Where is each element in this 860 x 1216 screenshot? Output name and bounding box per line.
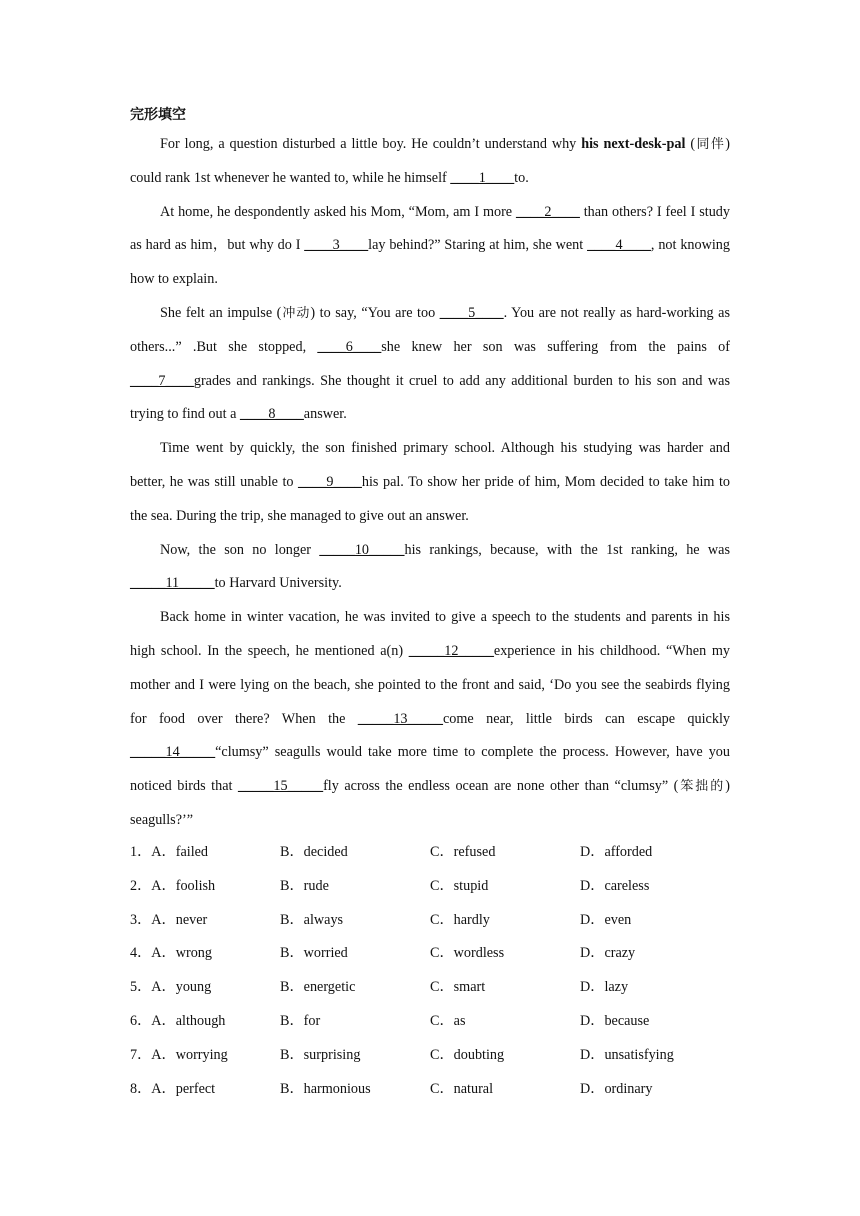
option-row [130,1073,750,1107]
option-letter: D． [580,1012,605,1029]
option-c [430,937,580,971]
text: ) to say, “You are too [310,304,440,321]
option-a [130,971,280,1005]
text: lay behind?” Staring at him, she went [368,237,588,254]
text: , not knowing how to explain. [130,237,730,288]
option-letter: B． [280,911,304,928]
option-row [130,1039,750,1073]
option-letter: D． [580,979,605,996]
question-number: 2． [130,877,152,894]
text: grades and rankings. She thought it cruel to add any additional burden to his son and was trying to find out a [130,372,730,423]
option-letter: A． [151,1012,176,1029]
option-d [580,836,730,870]
blank-15: _____15_____ [237,778,324,795]
option-row [130,971,750,1005]
blank-1: ____1____ [450,169,515,186]
option-text: energetic [303,979,356,996]
blank-4: ____4____ [587,237,651,254]
text: come near, little birds can escape quickly [442,710,730,727]
chinese-gloss: 冲动 [281,305,311,321]
option-letter: D． [580,911,605,928]
option-letter: C． [430,877,454,894]
option-row [130,1005,750,1039]
option-d [580,1073,730,1107]
blank-13: _____13_____ [357,710,443,727]
text: his rankings, because, with the 1st ranking, he was [404,541,730,558]
option-row [130,904,750,938]
cloze-passage [130,128,730,838]
option-letter: B． [280,877,304,894]
text: “clumsy” seagulls would take more time to complete the process. However, have you noticed birds that [130,744,730,795]
option-row [130,870,750,904]
text: At home, he despondently asked his Mom, “Mom, am I more [160,203,516,220]
paragraph-1 [130,128,730,196]
paragraph-6 [130,601,730,838]
option-a [130,836,280,870]
chinese-gloss: 笨拙的 [678,779,726,795]
option-text: careless [604,877,650,894]
text: Now, the son no longer [160,541,320,558]
option-letter: B． [280,1046,304,1063]
text: Time went by quickly, the son finished primary school. Although his studying was harder and better, he was still unable to [130,440,730,490]
option-c [430,971,580,1005]
option-letter: A． [151,1046,176,1063]
option-letter: C． [430,911,454,928]
section-heading: 完形填空 [130,107,186,123]
option-letter: C． [430,945,454,962]
option-letter: B． [280,979,304,996]
bold-term: his next-desk-pal [581,136,686,152]
option-b [280,836,430,870]
option-letter: B． [280,1080,304,1097]
answer-options [130,836,750,1106]
paragraph-3 [130,297,730,432]
blank-3: ____3____ [304,237,369,254]
option-text: worried [303,945,348,962]
option-letter: A． [151,911,176,928]
question-number: 4． [130,945,152,962]
text: . You are not really as hard-working as others...” .But she stopped, [130,304,730,355]
option-d [580,1039,730,1073]
option-text: failed [175,844,209,860]
option-letter: A． [151,877,176,894]
option-text: foolish [175,877,216,894]
option-d [580,870,730,904]
text: Back home in winter vacation, he was invited to give a speech to the students and parents in his high school. In the speech, he mentioned a(n) [130,609,730,659]
option-letter: C． [430,1080,454,1097]
text: his pal. To show her pride of him, Mom decided to take him to the sea. During the trip, she managed to give out an answer. [130,473,730,524]
question-number: 7． [130,1046,152,1063]
text: to. [514,169,529,186]
blank-8: ____8____ [239,406,304,423]
option-b [280,937,430,971]
option-b [280,1039,430,1073]
option-text: for [303,1012,321,1029]
text: ) seagulls?’” [130,778,730,828]
option-letter: C． [430,844,454,860]
text: she knew her son was suffering from the pains of [381,338,731,355]
text: to Harvard University. [214,575,342,592]
question-number: 6． [130,1012,152,1029]
option-a [130,1039,280,1073]
option-letter: A． [151,945,176,962]
blank-11: _____11_____ [130,575,215,592]
option-a [130,870,280,904]
blank-6: ____6____ [317,338,382,355]
option-text: doubting [453,1046,505,1063]
option-c [430,1073,580,1107]
option-c [430,1039,580,1073]
text: For long, a question disturbed a little boy. He couldn’t understand why [160,136,582,152]
blank-2: ____2____ [515,203,580,220]
option-text: decided [303,844,348,860]
option-text: unsatisfying [604,1046,674,1063]
text: than others? I feel I study as hard as him，but why do I [130,203,730,254]
option-text: worrying [175,1046,228,1063]
option-letter: C． [430,1012,454,1029]
text: ) could rank 1st whenever he wanted to, while he himself [130,136,730,186]
text: She felt an impulse ( [160,304,282,321]
question-number: 1． [130,844,152,860]
option-row [130,937,750,971]
blank-7: ____7____ [130,372,194,389]
option-text: even [604,911,632,928]
option-c [430,836,580,870]
option-text: afforded [604,844,653,860]
blank-9: ____9____ [298,473,362,490]
option-text: smart [453,979,486,996]
option-text: stupid [453,877,489,894]
option-text: harmonious [303,1080,371,1097]
text: answer. [303,406,347,423]
option-text: because [604,1012,650,1029]
option-c [430,904,580,938]
option-letter: A． [151,979,176,996]
option-letter: B． [280,844,304,860]
option-letter: A． [151,1080,176,1097]
option-b [280,971,430,1005]
option-letter: C． [430,979,454,996]
option-text: hardly [453,911,490,928]
option-text: ordinary [604,1080,653,1097]
option-letter: B． [280,945,304,962]
text: experience in his childhood. “When my mother and I were lying on the beach, she pointed to the front and said, ‘Do you see the seabirds flying for food over there? When the [130,642,730,727]
option-a [130,1005,280,1039]
option-letter: A． [151,844,176,860]
blank-12: _____12_____ [408,642,494,659]
option-text: crazy [604,945,636,962]
option-letter: D． [580,1080,605,1097]
blank-5: ____5____ [439,304,504,321]
option-text: always [303,911,344,928]
option-letter: C． [430,1046,454,1063]
option-letter: D． [580,945,605,962]
question-number: 3． [130,911,152,928]
option-a [130,904,280,938]
option-text: wordless [453,945,505,962]
option-row [130,836,750,870]
option-b [280,1005,430,1039]
option-letter: B． [280,1012,304,1029]
option-text: refused [453,844,496,860]
option-b [280,870,430,904]
blank-14: _____14_____ [130,744,216,761]
option-text: wrong [175,945,212,962]
paragraph-4 [130,432,730,533]
option-d [580,1005,730,1039]
option-text: as [453,1012,466,1029]
option-b [280,1073,430,1107]
option-text: rude [303,877,329,894]
option-d [580,937,730,971]
option-text: perfect [175,1080,216,1097]
question-number: 8． [130,1080,152,1097]
option-text: although [175,1012,226,1029]
option-b [280,904,430,938]
option-text: surprising [303,1046,361,1063]
option-a [130,937,280,971]
text: ( [685,136,696,152]
paragraph-5 [130,534,730,602]
paragraph-2 [130,196,730,297]
option-c [430,1005,580,1039]
option-text: young [175,979,212,996]
option-letter: D． [580,1046,605,1063]
option-text: natural [453,1080,494,1097]
text: fly across the endless ocean are none other than “clumsy” ( [323,778,679,795]
option-d [580,971,730,1005]
option-letter: D． [580,877,605,894]
option-text: lazy [604,979,629,996]
question-number: 5． [130,979,152,996]
option-text: never [175,911,208,928]
blank-10: _____10_____ [319,541,405,558]
option-letter: D． [580,844,605,860]
option-a [130,1073,280,1107]
option-d [580,904,730,938]
option-c [430,870,580,904]
chinese-gloss: 同伴 [695,137,726,152]
